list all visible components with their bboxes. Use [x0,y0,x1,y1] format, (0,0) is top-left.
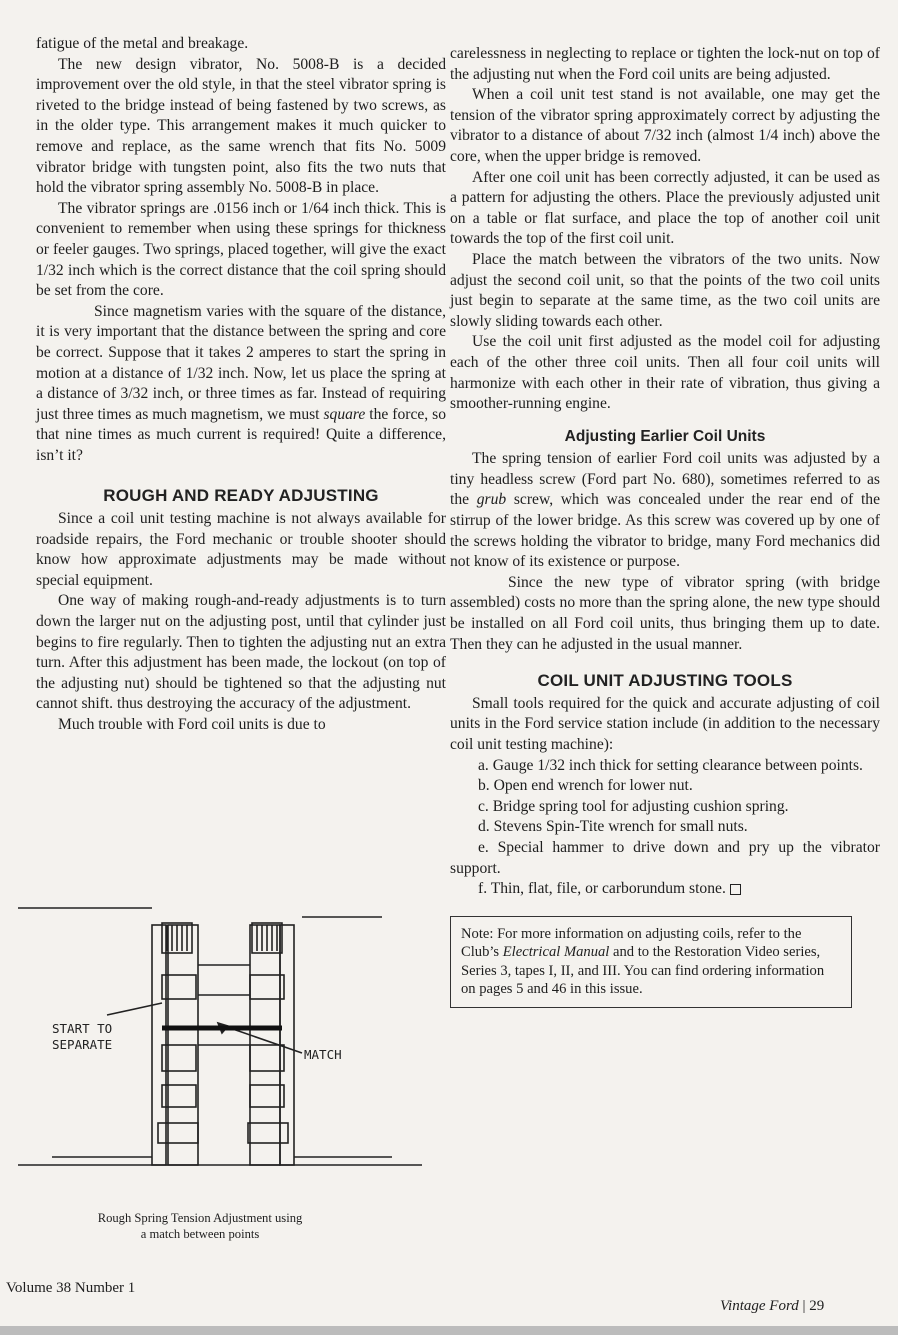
text-run: Since magnetism varies with the square of the distance, it is very important that the distance between the spring and core be correct. Suppose that it takes 2 amperes to start the spring in motion at a distance of 1/32 inch. Now, let us place the spring at a distance of 3/32 inch, or three times as far. Instead of requiring just three times as much magnetism, we must [36,302,446,423]
left-column [36,34,446,736]
list-item: d. Stevens Spin-Tite wrench for small nuts. [478,818,748,836]
coil-diagram [12,895,432,1200]
emphasis-text: grub [476,491,507,509]
section-heading: ROUGH AND READY ADJUSTING [103,486,379,506]
paragraph: fatigue of the metal and breakage. [36,35,249,52]
scan-edge [0,1326,898,1335]
caption-line-2: a match between points [140,1227,260,1241]
text-run: screw, which was concealed under the rear end of the stirrup of the lower bridge. As this screw was covered up by one of the screws holding the vibrator to bridge, many Ford mechanics did not know of its existence or purpose. [450,491,881,571]
caption-line-1: Rough Spring Tension Adjustment using [97,1211,303,1225]
list-item: b. Open end wrench for lower nut. [478,777,693,795]
emphasis-text: square [323,405,366,423]
paragraph: The new design vibrator, No. 5008-B is a decided improvement over the old style, in that the steel vibrator spring is riveted to the bridge instead of being fastened by two screws, as in the older type. This arrangement makes it much quicker to remove and replace, as the same wrench that fits No. 5009 vibrator bridge with tungsten point, also fits the two nuts that hold the vibrator spring assembly No. 5008-B in place. [36,55,446,197]
magazine-title: Vintage Ford [720,1298,799,1314]
right-column [450,44,880,1008]
note-text [461,925,841,999]
paragraph: Place the match between the vibrators of the two units. Now adjust the second coil unit, so that the points of the two coil units just begin to separate at the same time, as the two coil units are slowly sliding towards each other. [450,250,880,330]
label-start-to: START TO [52,1021,113,1036]
footer-page [720,1298,824,1315]
paragraph: Small tools required for the quick and accurate adjusting of coil units in the Ford service station include (in addition to the necessary coil unit testing machine): [450,694,880,753]
paragraph: Much trouble with Ford coil units is due to [58,716,326,733]
list-item: e. Special hammer to drive down and pry up the vibrator support. [450,838,880,877]
list-item: c. Bridge spring tool for adjusting cushion spring. [478,797,789,815]
note-box [450,916,852,1008]
coil-diagram-figure [12,895,432,1200]
paragraph: The vibrator springs are .0156 inch or 1/64 inch thick. This is convenient to remember when using these springs for thickness or feeler gauges. Two springs, placed together, will give the exact 1/32 inch which is the correct distance that the coil spring should be set from the core. [36,199,446,300]
section-heading: COIL UNIT ADJUSTING TOOLS [537,671,793,691]
paragraph [36,302,446,467]
text-run: The spring tension of earlier Ford coil units was adjusted by a tiny headless screw (Ford part No. 680), sometimes referred to as the [450,450,880,509]
page-number: 29 [809,1298,825,1314]
end-mark-icon [730,884,741,895]
text-run: and to the Restoration Video series, Series 3, tapes I, II, and III. You can find ordering information on pages 5 and 46 in this issue. [461,944,825,998]
label-separate: SEPARATE [52,1037,113,1052]
list-item [450,879,880,900]
paragraph: One way of making rough-and-ready adjustments is to turn down the larger nut on the adjusting post, until that cylinder just begins to fire regularly. Then to tighten the adjusting nut an extra turn. After this adjustment has been made, the lockout (on top of the adjusting nut) should be tightened so that the adjusting nut cannot shift. thus destroying the accuracy of the adjustment. [36,592,446,713]
paragraph [450,449,880,573]
footer-volume: Volume 38 Number 1 [6,1280,136,1296]
text-run: f. Thin, flat, file, or carborundum stone. [478,880,726,898]
list-item: a. Gauge 1/32 inch thick for setting clearance between points. [478,756,863,774]
text-run: the force, so that nine times as much current is required! Quite a difference, isn’t it? [36,405,446,464]
paragraph: Since a coil unit testing machine is not always available for roadside repairs, the Ford mechanic or trouble shooter should know how approximate adjustments may be made without special equipment. [36,510,446,589]
section-heading: Adjusting Earlier Coil Units [564,427,766,445]
emphasis-text: Electrical Manual [502,944,610,961]
figure-caption [60,1210,340,1242]
footer-separator: | [798,1298,810,1314]
paragraph: Since the new type of vibrator spring (with bridge assembled) costs no more than the spring alone, the new type should be installed on all Ford coil units, thus bringing them up to date. Then they can he adjusted in the usual manner. [450,573,880,653]
paragraph: Use the coil unit first adjusted as the model coil for adjusting each of the other three coil units. Then all four coil units will harmonize with each other in their rate of vibration, thus giving a smoother-running engine. [450,333,880,413]
paragraph: After one coil unit has been correctly adjusted, it can be used as a pattern for adjusting the others. Place the previously adjusted unit on a table or flat surface, and place the top of another coil unit towards the top of the first coil unit. [450,168,880,248]
paragraph: carelessness in neglecting to replace or tighten the lock-nut on top of the adjusting nut when the Ford coil units are being adjusted. [450,45,880,83]
paragraph: When a coil unit test stand is not available, one may get the tension of the vibrator spring approximately correct by adjusting the vibrator to a distance of about 7/32 inch (almost 1/4 inch) above the core, when the upper bridge is removed. [450,86,880,165]
text-run: Note: For more information on adjusting coils, refer to the Club’s [461,925,802,961]
label-match: MATCH [304,1047,342,1062]
